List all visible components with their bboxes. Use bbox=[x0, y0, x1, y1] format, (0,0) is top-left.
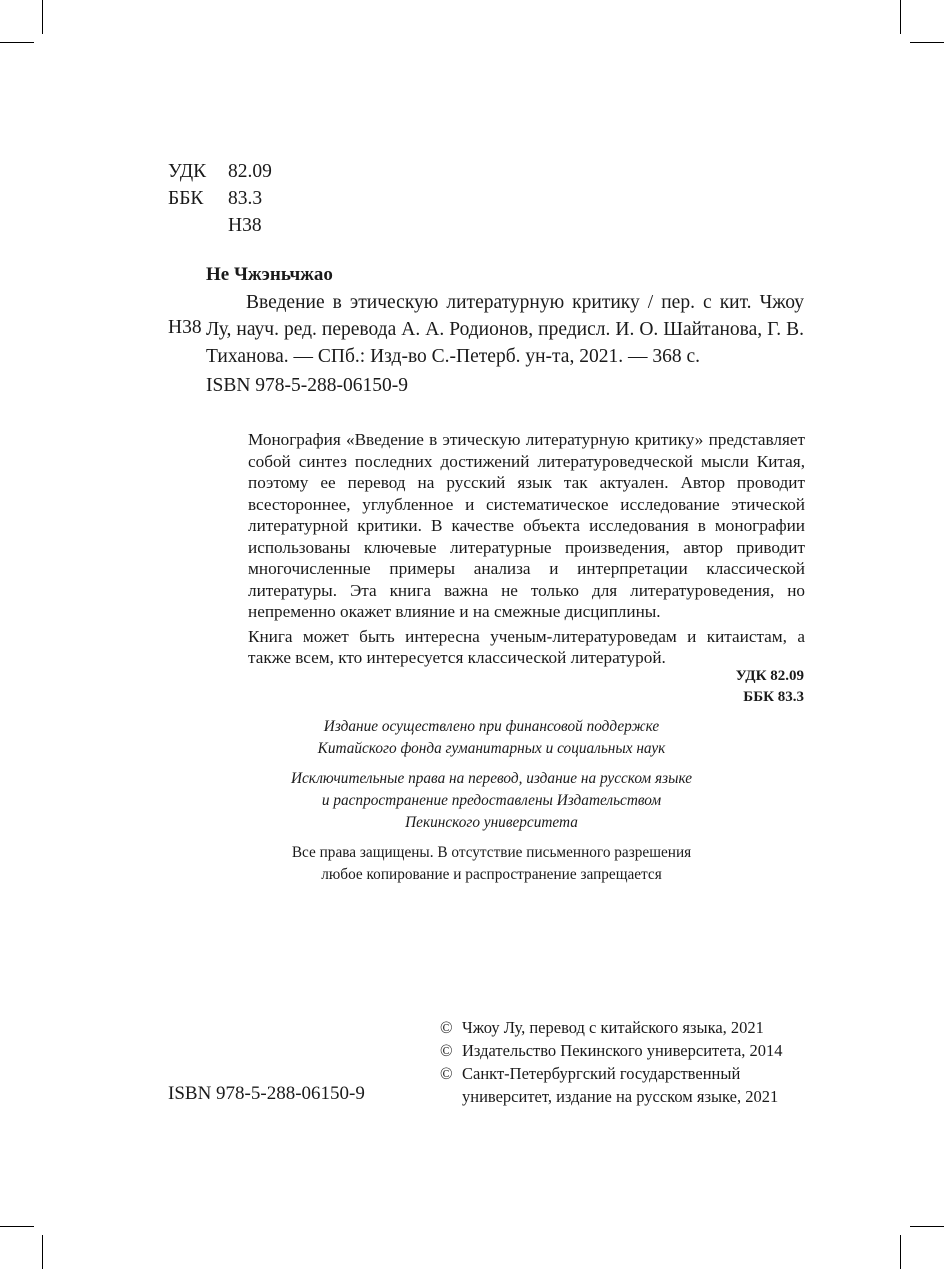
udk-label: УДК bbox=[168, 161, 207, 182]
annotation bbox=[248, 429, 805, 669]
rights-note: Исключительные права на перевод, издание на русском языке и распространение предоставлены Издательством Пекинского университета bbox=[290, 770, 693, 831]
udk-row bbox=[168, 158, 272, 185]
bbk-value: 83.3 bbox=[228, 188, 263, 209]
crop-mark-bottom-right-h bbox=[910, 1226, 944, 1227]
udk-value: 82.09 bbox=[228, 161, 272, 182]
publication-notes bbox=[200, 716, 783, 894]
copyright-icon: © bbox=[440, 1041, 453, 1060]
entry-isbn: ISBN 978-5-288-06150-9 bbox=[206, 375, 409, 396]
copyright-icon: © bbox=[440, 1064, 453, 1083]
copyright-line: © Издательство Пекинского университета, 2014 bbox=[440, 1041, 783, 1060]
crop-mark-bottom-left-h bbox=[0, 1226, 34, 1227]
crop-mark-top-right-h bbox=[910, 42, 944, 43]
support-note: Издание осуществлено при финансовой поддержке Китайского фонда гуманитарных и социальных наук bbox=[317, 718, 666, 757]
entry-mark: Н38 bbox=[168, 317, 202, 338]
copyright-block bbox=[440, 1016, 783, 1108]
bbk-label: ББК bbox=[168, 188, 204, 209]
description-text: Введение в этическую литературную критику / пер. с кит. Чжоу Лу, науч. ред. перевода А. А. Родионов, предисл. И. О. Шайтанова, Г. В. Тиханова. — СПб.: Изд-во С.-Петерб. ун-та, 2021. — 368 с. bbox=[206, 292, 804, 367]
bbk-code: ББК 83.3 bbox=[743, 689, 804, 705]
bbk-row bbox=[168, 185, 272, 212]
crop-mark-top-left bbox=[42, 0, 43, 34]
author-mark-row bbox=[168, 212, 272, 239]
author-name: Не Чжэньчжао bbox=[206, 264, 333, 285]
crop-mark-bottom-left bbox=[42, 1235, 43, 1269]
annotation-paragraph-2: Книга может быть интересна ученым-литературоведам и китаистам, а также всем, кто интересуется классической литературой. bbox=[248, 626, 805, 667]
crop-mark-bottom-right bbox=[900, 1235, 901, 1269]
crop-mark-top-left-h bbox=[0, 42, 34, 43]
crop-mark-top-right bbox=[900, 0, 901, 34]
bibliographic-description bbox=[206, 289, 804, 399]
annotation-paragraph-1: Монография «Введение в этическую литературную критику» представляет собой синтез последних достижений литературоведческой мысли Китая, поэтому ее перевод на русский язык так актуален. Автор проводит всестороннее, углубленное и систематическое исследование этической литературной критики. В качестве объекта исследования в монографии использованы ключевые литературные произведения, автор приводит многочисленные примеры анализа и интерпретации классической литературы. Эта книга важна не только для литературоведения, но непременно окажет влияние и на смежные дисциплины. bbox=[248, 430, 805, 621]
footer-isbn: ISBN 978-5-288-06150-9 bbox=[168, 1083, 365, 1104]
copyright-line-continued: университет, издание на русском языке, 2021 bbox=[462, 1087, 779, 1106]
classification-codes bbox=[736, 666, 804, 708]
copyright-icon: © bbox=[440, 1018, 453, 1037]
classification-block bbox=[168, 158, 272, 239]
copyright-line: © Чжоу Лу, перевод с китайского языка, 2021 bbox=[440, 1018, 764, 1037]
author-mark: Н38 bbox=[228, 215, 262, 236]
reserved-note: Все права защищены. В отсутствие письменного разрешения любое копирование и распространение запрещается bbox=[291, 844, 692, 883]
udk-code: УДК 82.09 bbox=[735, 668, 804, 684]
copyright-line: © Санкт-Петербургский государственный bbox=[440, 1064, 741, 1083]
